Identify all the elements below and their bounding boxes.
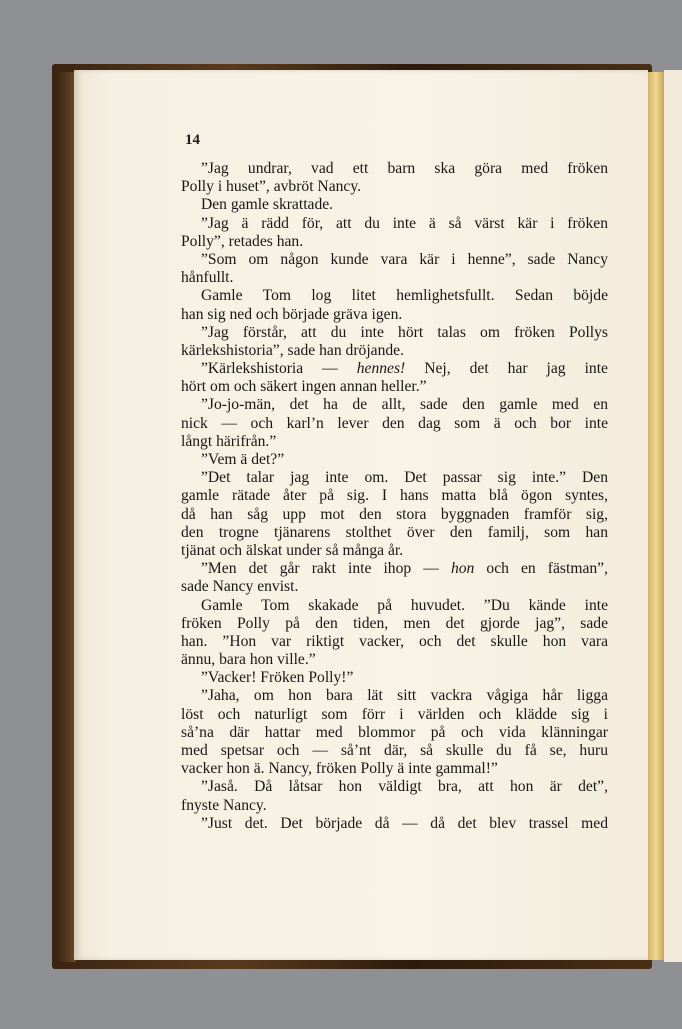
text-line: ”Vem ä det?” <box>201 451 285 468</box>
text-line: kärlekshistoria”, sade han dröjande. <box>181 341 404 359</box>
text-line: ännu, bara hon ville.” <box>181 651 316 669</box>
page-edge-gilt <box>648 72 664 960</box>
text-line: vacker hon ä. Nancy, fröken Polly ä inte gammal!” <box>181 760 498 778</box>
text-line: ”Jaha, om hon bara lät sitt vackra vågiga hår ligga <box>201 687 608 705</box>
page-number: 14 <box>185 132 200 148</box>
text-line: fröken Polly på den tiden, men det gjorde jag”, sade <box>181 614 608 632</box>
text-line: med spetsar och — så’nt där, så skulle du få se, huru <box>181 742 608 759</box>
text-line: sade Nancy envist. <box>181 578 299 596</box>
text-line: gamle rätade åter på sig. I hans matta blå ögon syntes, <box>181 487 608 505</box>
text-line: ”Vacker! Fröken Polly!” <box>201 669 354 687</box>
text-line: ”Jag förstår, att du inte hört talas om fröken Pollys <box>201 323 608 341</box>
text-line: Gamle Tom log litet hemlighetsfullt. Sedan böjde <box>201 287 608 305</box>
text-line: ”Jaså. Då låtsar hon väldigt bra, att hon är det”, <box>201 778 608 796</box>
text-line: ”Jo-jo-män, det ha de allt, sade den gamle med en <box>201 396 608 414</box>
text-line: då han såg upp mot den stora byggnaden framför sig, <box>181 505 608 523</box>
body-text <box>181 160 608 833</box>
text-line: ”Kärlekshistoria — hennes! Nej, det har jag inte <box>201 360 608 378</box>
text-line: Polly i huset”, avbröt Nancy. <box>181 178 362 196</box>
text-line: Den gamle skrattade. <box>201 196 334 214</box>
text-line: Polly”, retades han. <box>181 232 304 250</box>
text-line: nick — och karl’n lever den dag som ä och bor inte <box>181 414 608 432</box>
text-line: ”Det talar jag inte om. Det passar sig inte.” Den <box>201 469 608 487</box>
text-line: hört om och säkert ingen annan heller.” <box>181 378 427 396</box>
text-line: så’na där hattar med blommor på och vida klänningar <box>181 723 608 741</box>
text-line: den trogne tjänarens stolthet över den familj, som han <box>181 523 608 541</box>
text-line: Gamle Tom skakade på huvudet. ”Du kände inte <box>201 596 608 614</box>
text-line: ”Jag ä rädd för, att du inte ä så värst kär i fröken <box>201 214 608 232</box>
text-line: fnyste Nancy. <box>181 796 267 814</box>
facing-page <box>664 70 682 962</box>
text-line: ”Jag undrar, vad ett barn ska göra med fröken <box>201 160 608 177</box>
text-line: tjänat och älskat under så många år. <box>181 541 404 559</box>
text-line: han. ”Hon var riktigt vacker, och det skulle hon vara <box>181 632 608 650</box>
text-line: hånfullt. <box>181 269 234 287</box>
text-line: ”Som om någon kunde vara kär i henne”, sade Nancy <box>201 250 608 268</box>
text-line: han sig ned och började gräva igen. <box>181 305 403 323</box>
text-line: ”Just det. Det började då — då det blev trassel med <box>201 814 608 832</box>
text-line: ”Men det går rakt inte ihop — hon och en fästman”, <box>201 560 608 578</box>
text-line: långt härifrån.” <box>181 432 277 450</box>
text-line: löst och naturligt som förr i världen och klädde sig i <box>181 705 608 723</box>
